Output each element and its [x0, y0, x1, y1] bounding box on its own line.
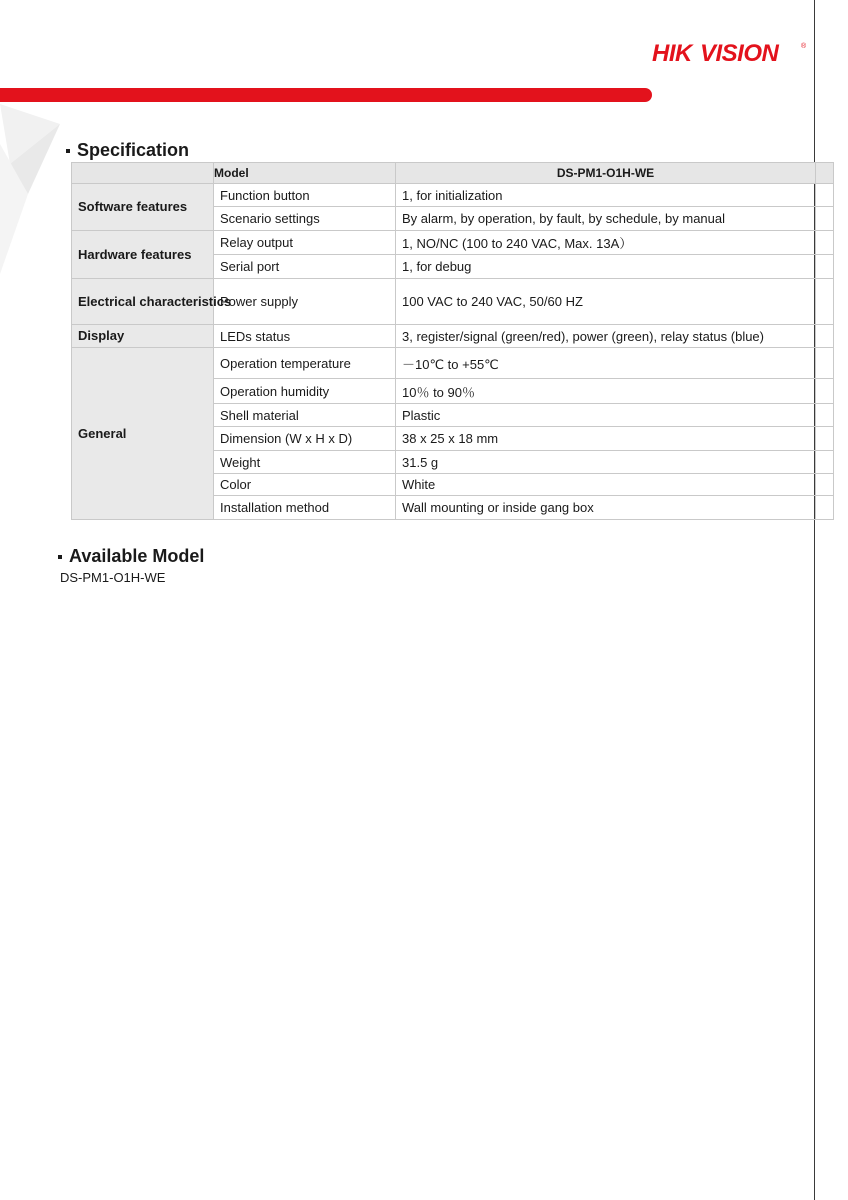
spec-label: Color	[214, 474, 396, 496]
spec-value: White	[396, 474, 816, 496]
category-electrical: Electrical characteristics	[72, 279, 214, 325]
category-general: General	[72, 348, 214, 520]
spec-value: Plastic	[396, 404, 816, 427]
header-red-bar	[0, 88, 652, 102]
spec-value: By alarm, by operation, by fault, by schedule, by manual	[396, 207, 816, 231]
spec-value: －10℃ to +55℃	[396, 348, 816, 379]
table-row	[72, 348, 834, 379]
spec-label: Operation humidity	[214, 379, 396, 404]
spec-label: Serial port	[214, 255, 396, 279]
table-row	[72, 231, 834, 255]
bullet-icon	[66, 149, 70, 153]
svg-text:HIK: HIK	[652, 40, 692, 67]
spec-label: Dimension (W x H x D)	[214, 427, 396, 451]
category-display: Display	[72, 325, 214, 348]
category-hardware: Hardware features	[72, 231, 214, 279]
model-header: Model	[214, 163, 396, 184]
spec-value: 3, register/signal (green/red), power (green), relay status (blue)	[396, 325, 816, 348]
spec-label: LEDs status	[214, 325, 396, 348]
spec-value: 1, for initialization	[396, 184, 816, 207]
spec-value: 100 VAC to 240 VAC, 50/60 HZ	[396, 279, 816, 325]
spec-value: 1, for debug	[396, 255, 816, 279]
spec-label: Installation method	[214, 496, 396, 520]
decorative-shard-graphic	[0, 104, 72, 274]
table-row	[72, 184, 834, 207]
bullet-icon	[58, 555, 62, 559]
available-model-title: Available Model	[69, 546, 205, 566]
category-software: Software features	[72, 184, 214, 231]
spec-label: Shell material	[214, 404, 396, 427]
spec-label: Power supply	[214, 279, 396, 325]
spec-value: 10％ to 90％	[396, 379, 816, 404]
model-value: DS-PM1-O1H-WE	[396, 163, 816, 184]
available-model-name: DS-PM1-O1H-WE	[60, 570, 166, 585]
brand-logo	[652, 38, 812, 68]
available-model-heading	[58, 546, 204, 567]
spec-label: Relay output	[214, 231, 396, 255]
table-row	[72, 279, 834, 325]
spec-label: Weight	[214, 451, 396, 474]
specification-table	[71, 162, 834, 520]
spec-value: 38 x 25 x 18 mm	[396, 427, 816, 451]
spec-value: 1, NO/NC (100 to 240 VAC, Max. 13A）	[396, 231, 816, 255]
specification-title: Specification	[77, 140, 190, 160]
table-row	[72, 325, 834, 348]
spec-label: Function button	[214, 184, 396, 207]
table-header-row	[72, 163, 834, 184]
svg-text:®: ®	[801, 43, 807, 50]
spec-label: Operation temperature	[214, 348, 396, 379]
svg-text:VISION: VISION	[700, 40, 779, 67]
spec-value: Wall mounting or inside gang box	[396, 496, 816, 520]
spec-label: Scenario settings	[214, 207, 396, 231]
specification-heading	[66, 140, 189, 161]
spec-value: 31.5 g	[396, 451, 816, 474]
